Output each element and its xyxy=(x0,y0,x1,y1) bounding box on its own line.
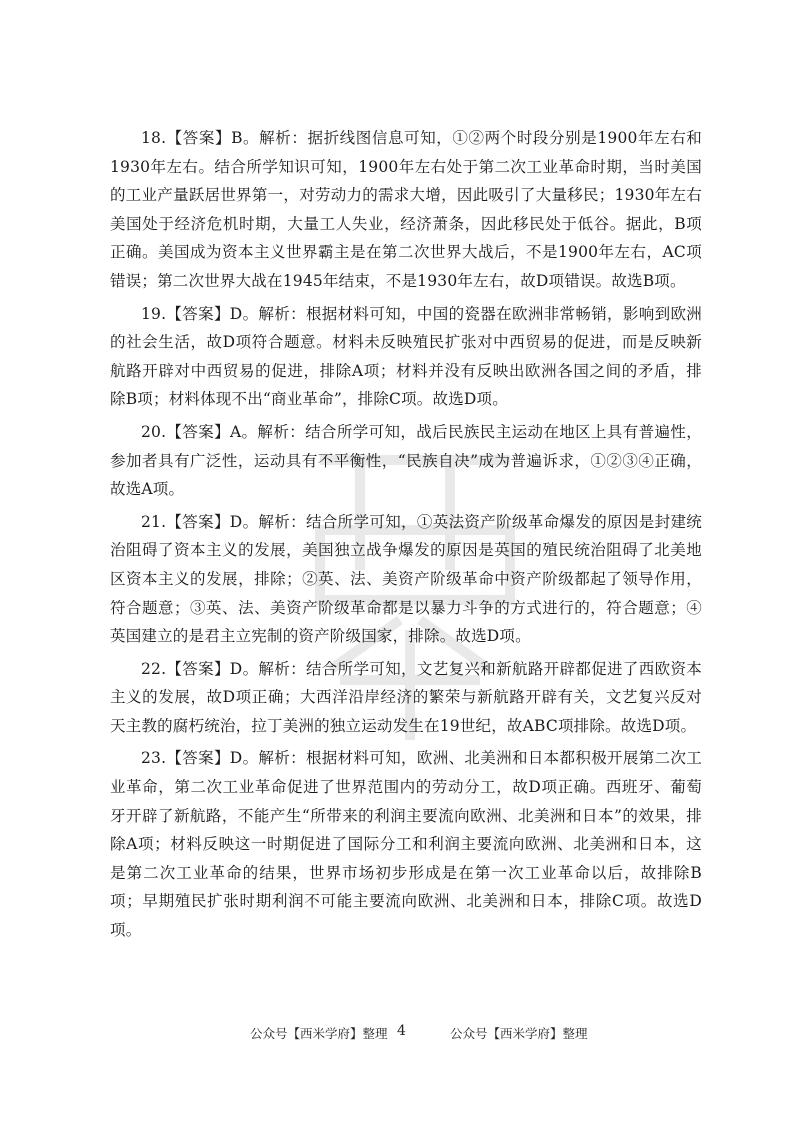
footer-left-credit: 公众号【西米学府】整理 xyxy=(250,1026,388,1041)
answer-19: 19.【答案】D。解析：根据材料可知，中国的瓷器在欧洲非常畅销，影响到欧洲的社会生活，故D项符合题意。材料未反映殖民扩张对中西贸易的促进，而是反映新航路开辟对中西贸易的促进，排除A项；材料并没有反映出欧洲各国之间的矛盾，排除B项；材料体现不出“商业革命”，排除C项。故选D项。 xyxy=(110,304,702,409)
answer-explanations xyxy=(110,124,702,949)
footer-right-credit: 公众号【西米学府】整理 xyxy=(450,1026,588,1041)
answer-23: 23.【答案】D。解析：根据材料可知，欧洲、北美洲和日本都积极开展第二次工业革命，第二次工业革命促进了世界范围内的劳动分工，故D项正确。西班牙、葡萄牙开辟了新航路，不能产生“所带来的利润主要流向欧洲、北美洲和日本”的效果，排除A项；材料反映这一时期促进了国际分工和利润主要流向欧洲、北美洲和日本，这是第二次工业革命的结果，世界市场初步形成是在第一次工业革命以后，故排除B项；早期殖民扩张时期利润不可能主要流向欧洲、北美洲和日本，排除C项。故选D项。 xyxy=(110,749,702,940)
answer-18: 18.【答案】B。解析：据折线图信息可知，①②两个时段分别是1900年左右和1930年左右。结合所学知识可知，1900年左右处于第二次工业革命时期，当时美国的工业产量跃居世界第一，对劳动力的需求大增，因此吸引了大量移民；1930年左右美国处于经济危机时期，大量工人失业，经济萧条，因此移民处于低谷。据此，B项正确。美国成为资本主义世界霸主是在第二次世界大战后，不是1900年左右，AC项错误；第二次世界大战在1945年结束，不是1930年左右，故D项错误。故选B项。 xyxy=(110,129,702,290)
answer-20: 20.【答案】A。解析：结合所学可知，战后民族民主运动在地区上具有普遍性，参加者具有广泛性，运动具有不平衡性，“民族自决”成为普遍诉求，①②③④正确，故选A项。 xyxy=(110,422,702,499)
answer-21: 21.【答案】D。解析：结合所学可知，①英法资产阶级革命爆发的原因是封建统治阻碍了资本主义的发展，美国独立战争爆发的原因是英国的殖民统治阻碍了北美地区资本主义的发展，排除；②英、法、美资产阶级革命中资产阶级都起了领导作用，符合题意；③英、法、美资产阶级革命都是以暴力斗争的方式进行的，符合题意；④英国建立的是君主立宪制的资产阶级国家，排除。故选D项。 xyxy=(110,512,702,646)
page-number: 4 xyxy=(397,1023,406,1039)
page-footer xyxy=(0,1024,800,1046)
answer-22: 22.【答案】D。解析：结合所学可知，文艺复兴和新航路开辟都促进了西欧资本主义的发展，故D项正确；大西洋沿岸经济的繁荣与新航路开辟有关，文艺复兴反对天主教的腐朽统治，拉丁美洲的独立运动发生在19世纪，故ABC项排除。故选D项。 xyxy=(110,659,702,735)
